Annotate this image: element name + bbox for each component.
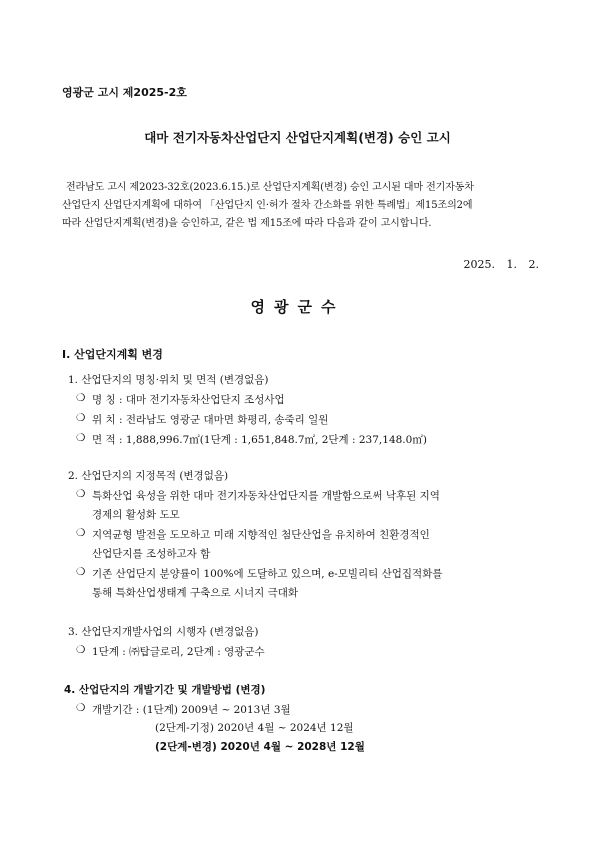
purpose-line: 기존 산업단지 분양률이 100%에 도달하고 있으며, e-모빌리티 산업집적화를 (92, 568, 443, 580)
circle-bullet-icon: ❍ (76, 702, 86, 714)
operator-line: 1단계 : ㈜탑글로리, 2단계 : 영광군수 (92, 646, 265, 658)
list-item (76, 412, 328, 427)
circle-bullet-icon: ❍ (76, 566, 86, 578)
circle-bullet-icon: ❍ (76, 432, 86, 444)
list-item (76, 702, 291, 717)
list-item (76, 392, 285, 407)
purpose-line: 지역균형 발전을 도모하고 미래 지향적인 첨단산업을 유치하여 친환경적인 (92, 529, 430, 541)
list-item (76, 566, 442, 581)
item-area: 면 적 : 1,888,996.7㎡(1단계 : 1,651,848.7㎡, 2단계 : 237,148.0㎡) (92, 434, 427, 446)
sub-heading-2: 2. 산업단지의 지정목적 (변경없음) (68, 470, 229, 482)
item-location: 위 치 : 전라남도 영광군 대마면 화평리, 송죽리 일원 (92, 414, 329, 426)
purpose-line-cont: 통해 특화산업생태계 구축으로 시너지 극대화 (92, 587, 299, 599)
circle-bullet-icon: ❍ (76, 488, 86, 500)
period-line-3: (2단계-변경) 2020년 4월 ~ 2028년 12월 (155, 741, 365, 753)
body-line-1: 전라남도 고시 제2023-32호(2023.6.15.)로 산업단지계획(변경) 승인 고시된 대마 전기자동차 (66, 182, 474, 193)
list-item (76, 432, 427, 447)
sub-heading-4: 4. 산업단지의 개발기간 및 개발방법 (변경) (64, 684, 266, 696)
circle-bullet-icon: ❍ (76, 644, 86, 656)
document-title: 대마 전기자동차산업단지 산업단지계획(변경) 승인 고시 (144, 130, 451, 145)
item-name: 명 칭 : 대마 전기자동차산업단지 조성사업 (92, 394, 285, 406)
list-item (76, 488, 440, 503)
period-line-2: (2단계-기정) 2020년 4월 ~ 2024년 12월 (155, 722, 354, 734)
section-heading-1: Ⅰ. 산업단지계획 변경 (62, 348, 163, 361)
notice-date: 2025. 1. 2. (463, 258, 539, 271)
body-line-3: 따라 산업단지계획(변경)을 승인하고, 같은 법 제15조에 따라 다음과 같이 고시합니다. (62, 218, 432, 229)
notice-number: 영광군 고시 제2025-2호 (62, 86, 187, 99)
circle-bullet-icon: ❍ (76, 392, 86, 404)
sub-heading-3: 3. 산업단지개발사업의 시행자 (변경없음) (68, 626, 259, 638)
circle-bullet-icon: ❍ (76, 527, 86, 539)
sub-heading-1: 1. 산업단지의 명칭·위치 및 면적 (변경없음) (68, 374, 269, 386)
purpose-line-cont: 산업단지를 조성하고자 함 (92, 548, 211, 560)
period-line-1: 개발기간 : (1단계) 2009년 ~ 2013년 3월 (92, 704, 291, 716)
list-item (76, 527, 430, 542)
purpose-line-cont: 경제의 활성화 도모 (92, 509, 180, 521)
circle-bullet-icon: ❍ (76, 412, 86, 424)
issuer-name: 영광군수 (250, 298, 345, 316)
body-line-2: 산업단지 산업단지계획에 대하여 「산업단지 인·허가 절차 간소화를 위한 특례법」제15조의2에 (62, 200, 473, 211)
list-item (76, 644, 265, 659)
purpose-line: 특화산업 육성을 위한 대마 전기자동차산업단지를 개발함으로써 낙후된 지역 (92, 490, 440, 502)
